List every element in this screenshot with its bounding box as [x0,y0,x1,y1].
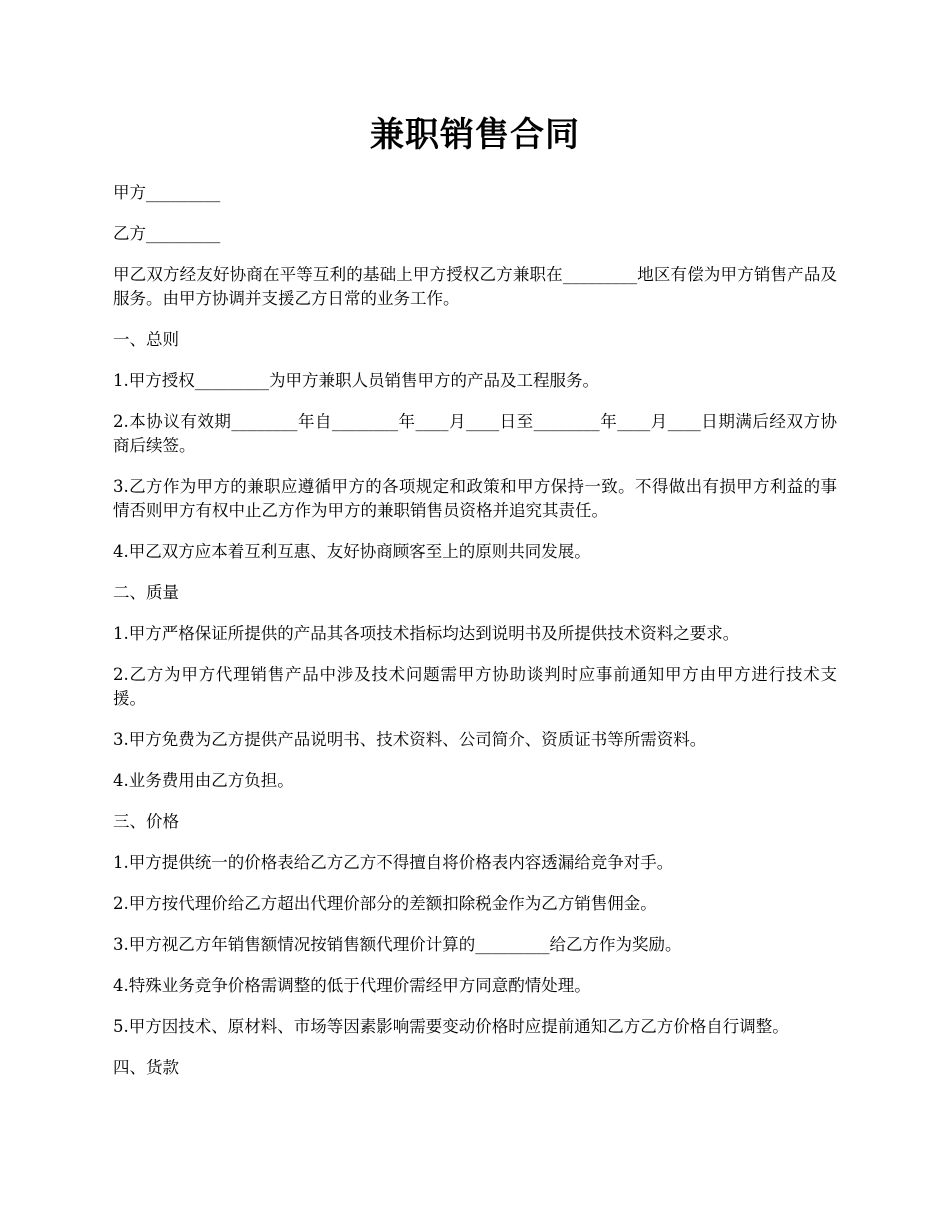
clause-paragraph: 1.甲方授权_________为甲方兼职人员销售甲方的产品及工程服务。 [113,371,599,390]
section-heading-quality: 二、质量 [113,583,179,602]
party-b-line: 乙方_________ [113,224,221,243]
clause-paragraph: 4.业务费用由乙方负担。 [113,771,294,790]
section-heading-general: 一、总则 [113,330,179,349]
preamble-paragraph: 甲乙双方经友好协商在平等互利的基础上甲方授权乙方兼职在_________地区有偿为甲方销售产品及服务。由甲方协调并支援乙方日常的业务工作。 [113,265,837,308]
clause-paragraph: 3.甲方视乙方年销售额情况按销售额代理价计算的_________给乙方作为奖励。 [113,935,682,954]
clause-paragraph: 4.甲乙双方应本着互利互惠、友好协商顾客至上的原则共同发展。 [113,542,591,561]
document-body [113,181,837,1097]
clause-paragraph: 1.甲方严格保证所提供的产品其各项技术指标均达到说明书及所提供技术资料之要求。 [113,624,740,643]
clause-paragraph: 2.乙方为甲方代理销售产品中涉及技术问题需甲方协助谈判时应事前通知甲方由甲方进行技术支援。 [113,665,837,708]
section-heading-price: 三、价格 [113,812,179,831]
clause-paragraph: 3.乙方作为甲方的兼职应遵循甲方的各项规定和政策和甲方保持一致。不得做出有损甲方利益的事情否则甲方有权中止乙方作为甲方的兼职销售员资格并追究其责任。 [113,477,837,520]
section-heading-payment: 四、货款 [113,1058,179,1077]
clause-paragraph: 1.甲方提供统一的价格表给乙方乙方不得擅自将价格表内容透漏给竞争对手。 [113,853,674,872]
clause-paragraph: 3.甲方免费为乙方提供产品说明书、技术资料、公司简介、资质证书等所需资料。 [113,730,707,749]
party-a-line: 甲方_________ [113,183,221,202]
clause-paragraph: 4.特殊业务竞争价格需调整的低于代理价需经甲方同意酌情处理。 [113,976,591,995]
clause-paragraph: 2.本协议有效期________年自________年____月____日至________年____月____日期满后经双方协商后续签。 [113,412,837,455]
clause-paragraph: 2.甲方按代理价给乙方超出代理价部分的差额扣除税金作为乙方销售佣金。 [113,894,657,913]
document-title: 兼职销售合同 [370,115,580,155]
clause-paragraph: 5.甲方因技术、原材料、市场等因素影响需要变动价格时应提前通知乙方乙方价格自行调整。 [113,1017,789,1036]
